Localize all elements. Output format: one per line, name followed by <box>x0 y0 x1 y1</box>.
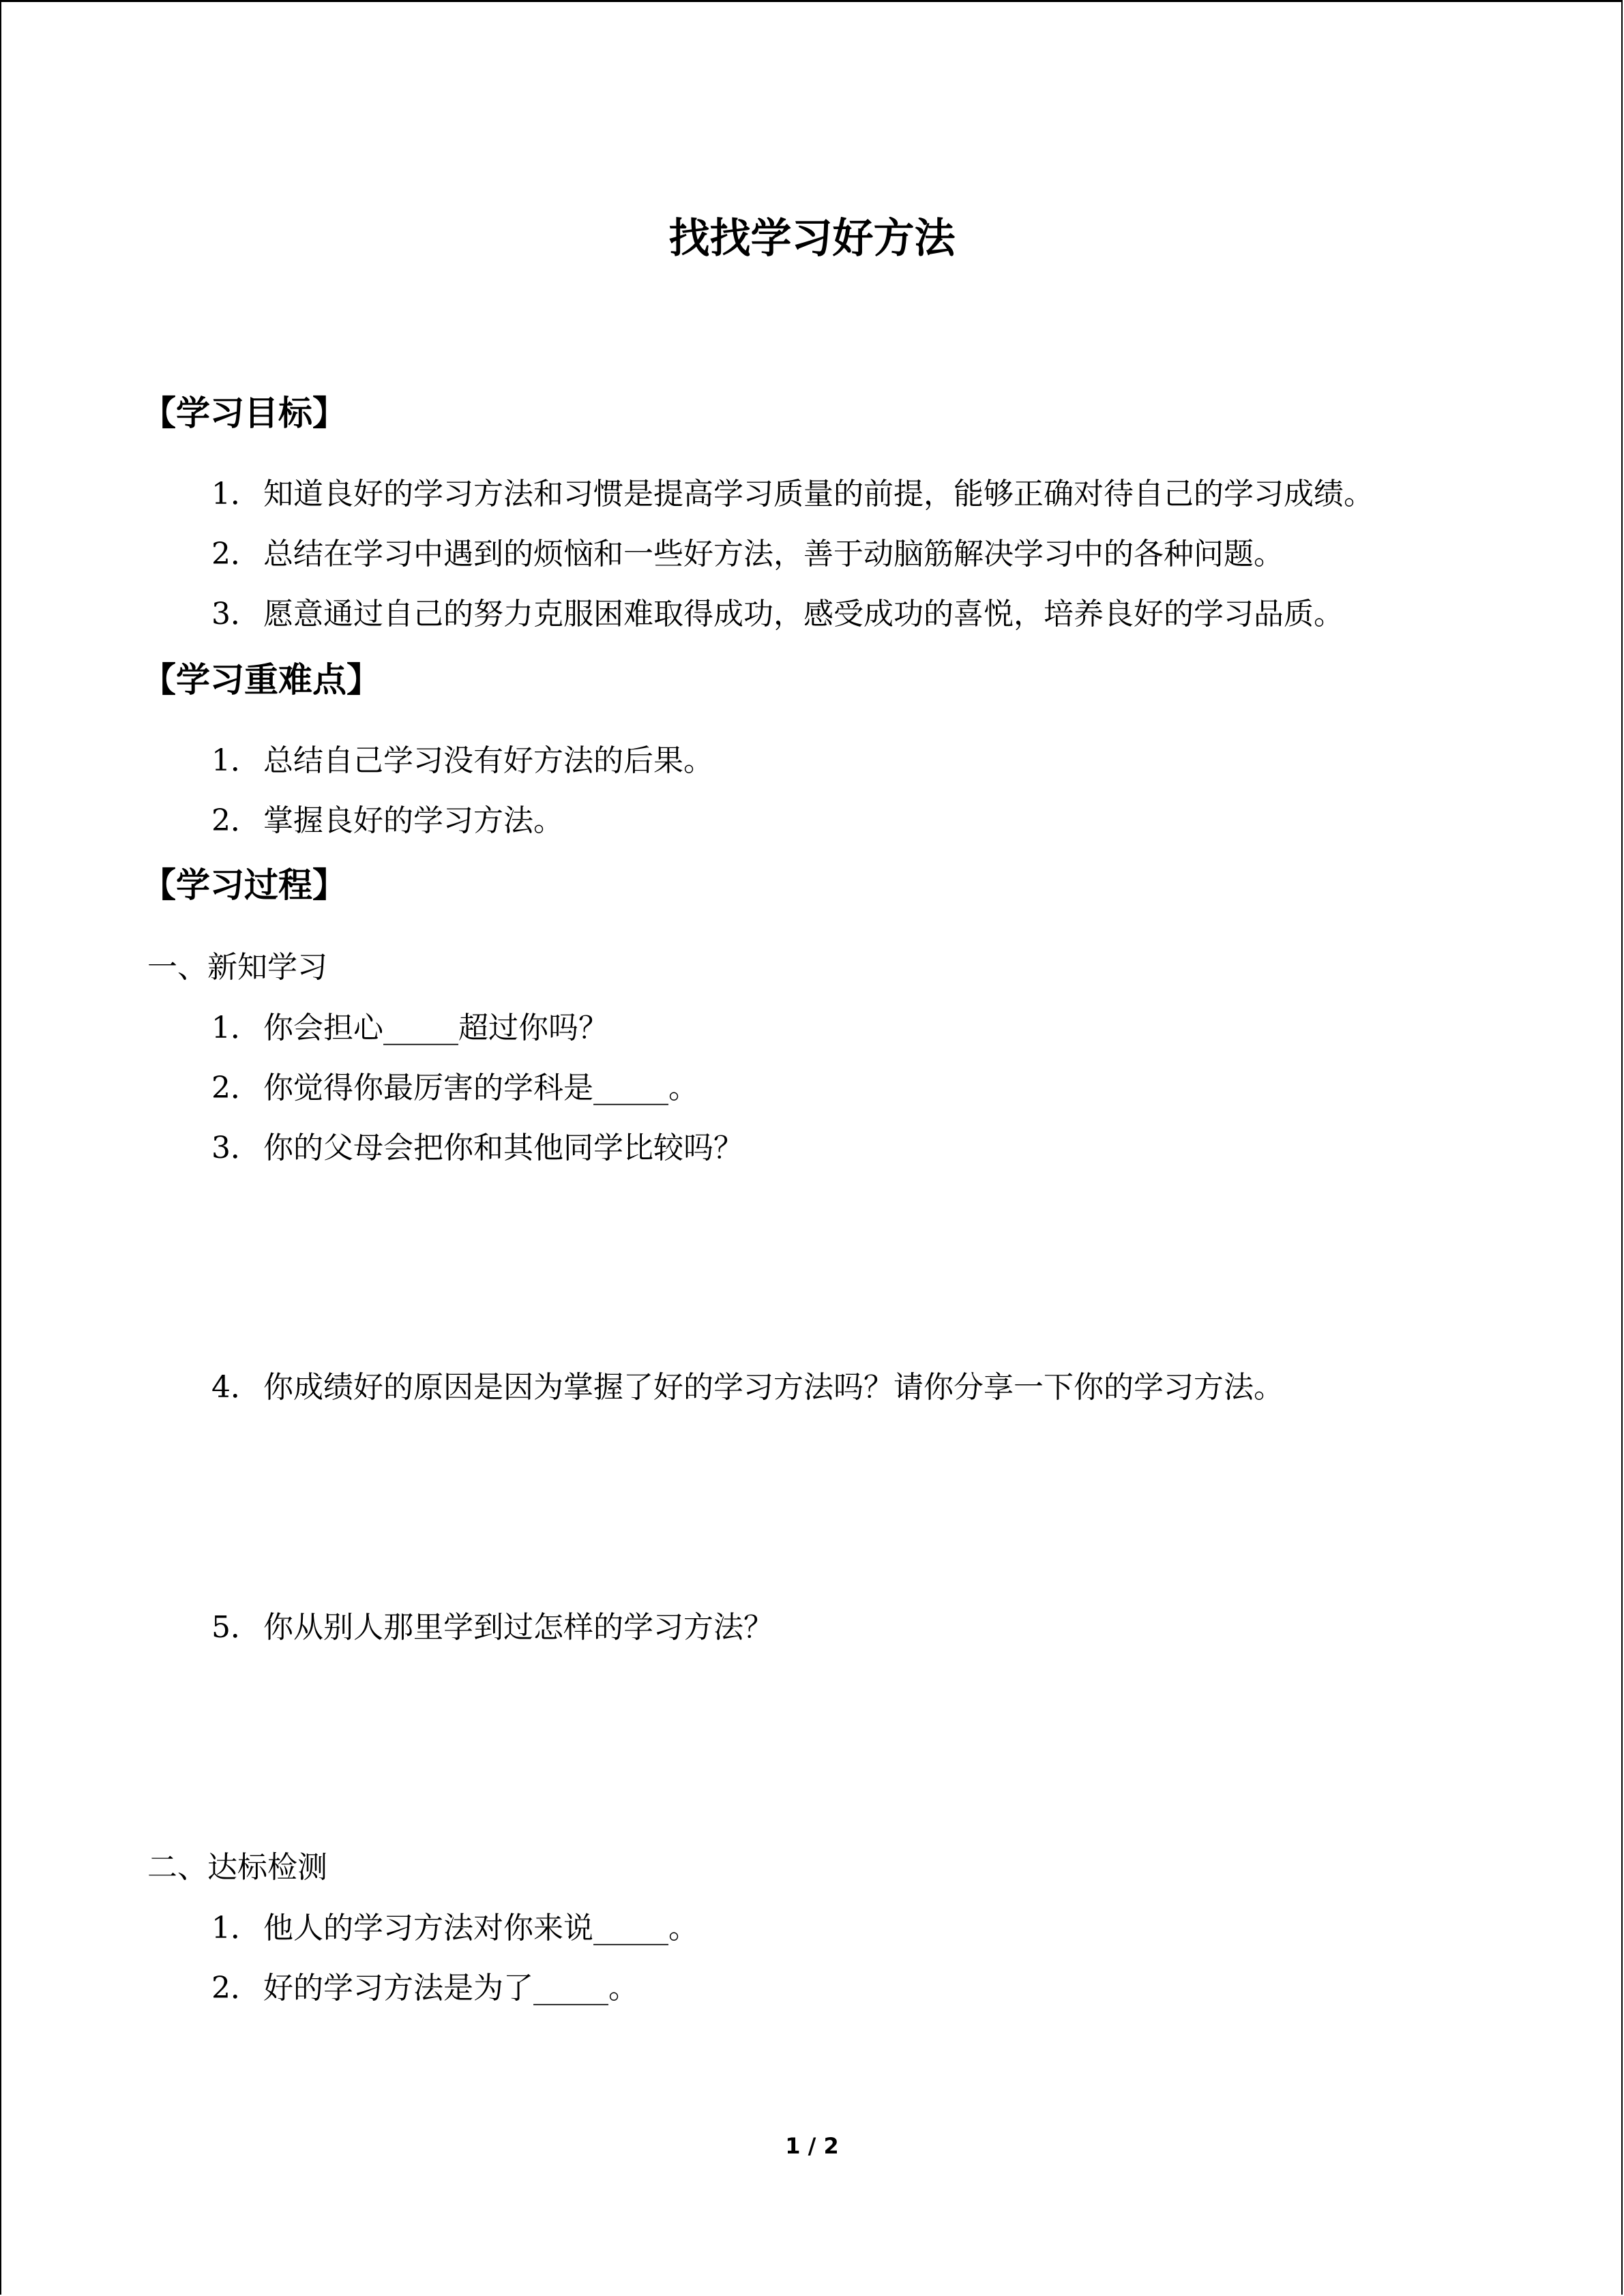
item-text: 掌握良好的学习方法。 <box>263 803 563 838</box>
page-indicator: 1 / 2 <box>785 2133 839 2159</box>
item-text: 知道良好的学习方法和习惯是提高学习质量的前提，能够正确对待自己的学习成绩。 <box>263 477 1374 511</box>
part2-title: 二、达标检测 <box>147 1850 327 1885</box>
objective-item <box>211 474 1374 515</box>
item-number: 2． <box>211 537 261 571</box>
item-text: 你成绩好的原因是因为掌握了好的学习方法吗？请你分享一下你的学习方法。 <box>263 1370 1284 1405</box>
question-item <box>211 1128 743 1169</box>
question-item <box>211 1607 773 1648</box>
item-number: 2． <box>211 1971 261 2006</box>
process-heading: 【学习过程】 <box>142 865 346 905</box>
question-item <box>211 1367 1284 1408</box>
item-number: 5． <box>211 1610 261 1645</box>
key-points-heading: 【学习重难点】 <box>142 660 381 700</box>
item-text: 总结在学习中遇到的烦恼和一些好方法，善于动脑筋解决学习中的各种问题。 <box>263 537 1284 571</box>
item-number: 1． <box>211 743 261 778</box>
item-number: 1． <box>211 1911 261 1945</box>
test-item <box>211 1908 698 1949</box>
item-number: 1． <box>211 477 261 511</box>
item-text: 好的学习方法是为了_____。 <box>263 1971 638 2006</box>
item-number: 3． <box>211 1131 261 1165</box>
question-item <box>211 1068 698 1109</box>
objective-item <box>211 594 1344 635</box>
key-point-item <box>211 741 713 781</box>
document-title: 找找学习好方法 <box>668 215 956 263</box>
part1-title: 一、新知学习 <box>147 950 327 985</box>
objectives-heading: 【学习目标】 <box>142 393 346 433</box>
objective-item <box>211 534 1284 575</box>
item-text: 愿意通过自己的努力克服困难取得成功，感受成功的喜悦，培养良好的学习品质。 <box>263 597 1344 631</box>
item-number: 2． <box>211 1071 261 1105</box>
item-number: 1． <box>211 1011 261 1045</box>
item-text: 他人的学习方法对你来说_____。 <box>263 1911 698 1945</box>
item-number: 4． <box>211 1370 261 1405</box>
item-number: 2． <box>211 803 261 838</box>
key-point-item <box>211 801 563 841</box>
item-text: 你会担心_____超过你吗？ <box>263 1011 608 1045</box>
item-text: 你从别人那里学到过怎样的学习方法？ <box>263 1610 773 1645</box>
item-text: 你觉得你最厉害的学科是_____。 <box>263 1071 698 1105</box>
test-item <box>211 1968 638 2009</box>
item-text: 你的父母会把你和其他同学比较吗？ <box>263 1131 743 1165</box>
item-text: 总结自己学习没有好方法的后果。 <box>263 743 713 778</box>
question-item <box>211 1008 608 1049</box>
item-number: 3． <box>211 597 261 631</box>
